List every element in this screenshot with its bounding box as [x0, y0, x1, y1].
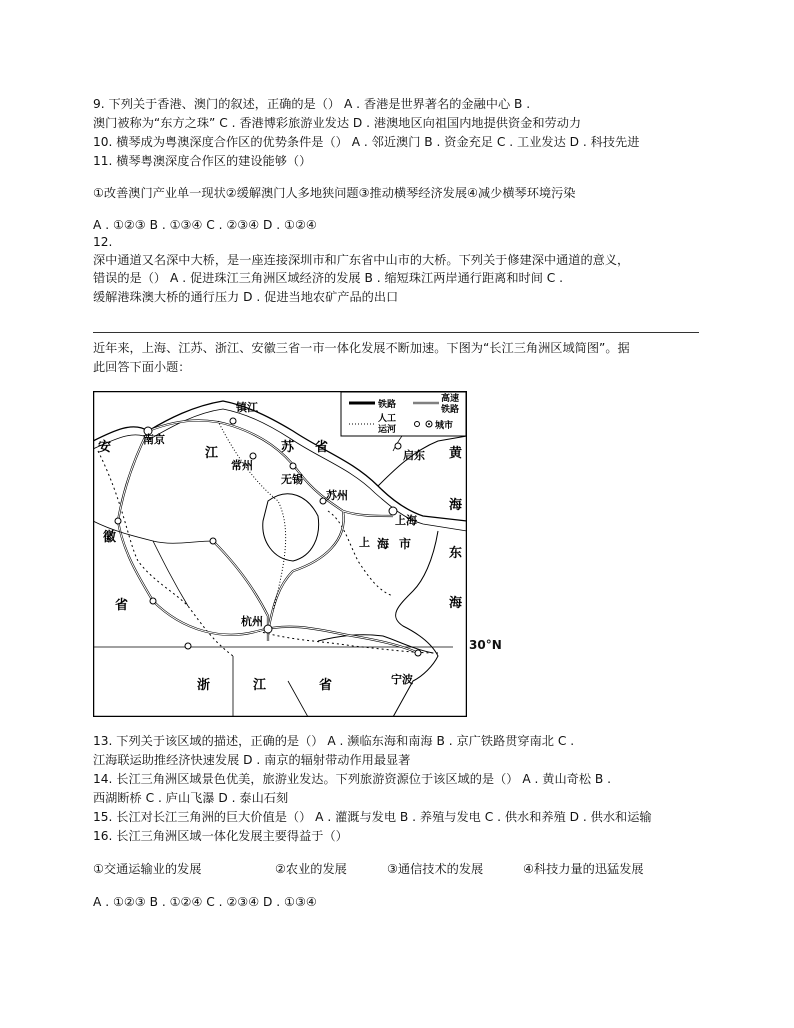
sea-dong: 东: [449, 546, 463, 561]
city-ningbo: 宁波: [391, 673, 413, 686]
q14-line-2: 西湖断桥 C . 庐山飞瀑 D . 泰山石刻: [93, 791, 289, 805]
legend-city: 城市: [435, 421, 454, 431]
latitude-label: 30°N: [469, 638, 502, 652]
city-suzhou: 苏州: [326, 489, 348, 502]
legend-highspeed-1: 高速: [441, 394, 460, 404]
q16-option-2: ②农业的发展: [275, 862, 347, 876]
q9-line-1: 9. 下列关于香港、澳门的叙述，正确的是（） A . 香港是世界著名的金融中心 B .: [93, 97, 531, 111]
intro-line-2: 此回答下面小题：: [93, 360, 191, 374]
q11-statements: ①改善澳门产业单一现状②缓解澳门人多地狭问题③推动横琴经济发展④减少横琴环境污染: [93, 186, 576, 200]
q12-line-2: 错误的是（） A . 促进珠江三角洲区域经济的发展 B . 缩短珠江两岸通行距离和时间 C .: [93, 271, 564, 285]
section-divider: [93, 332, 699, 333]
city-hangzhou: 杭州: [241, 615, 263, 628]
q16-option-1: ①交通运输业的发展: [93, 862, 202, 876]
q12-line-3: 缓解港珠澳大桥的通行压力 D . 促进当地农矿产品的出口: [93, 290, 399, 304]
province-sheng-anhui: 省: [115, 598, 129, 613]
q16-option-4: ④科技力量的迅猛发展: [523, 862, 644, 876]
province-jiang-zhe: 江: [253, 678, 267, 693]
city-qidong: 启东: [403, 449, 425, 462]
province-zhe: 浙: [197, 678, 211, 693]
q13-line-1: 13. 下列关于该区域的描述，正确的是（） A . 濒临东海和南海 B . 京广铁路贯穿南北 C .: [93, 734, 575, 748]
legend-canal-1: 人工: [378, 414, 397, 424]
map-legend: [341, 392, 466, 436]
shanghai-shang: 上: [359, 536, 370, 549]
q10-line-1: 10. 横琴成为粤澳深度合作区的优势条件是（） A . 邻近澳门 B . 资金充足 C . 工业发达 D . 科技先进: [93, 135, 640, 149]
province-su: 苏: [281, 440, 295, 455]
q16-answers: A . ①②③ B . ①②④ C . ②③④ D . ①③④: [93, 895, 317, 909]
q11-answers: A . ①②③ B . ①③④ C . ②③④ D . ①②④: [93, 218, 317, 232]
q15-line-1: 15. 长江对长江三角洲的巨大价值是（） A . 灌溉与发电 B . 养殖与发电 C . 供水和养殖 D . 供水和运输: [93, 810, 652, 824]
city-nanjing: 南京: [143, 433, 165, 446]
q12-number: 12.: [93, 235, 113, 249]
q12-line-1: 深中通道又名深中大桥，是一座连接深圳市和广东省中山市的大桥。下列关于修建深中通道的意义，: [93, 253, 630, 267]
legend-railway: 铁路: [378, 400, 397, 410]
city-wuxi: 无锡: [281, 473, 303, 486]
q16-line-1: 16. 长江三角洲区域一体化发展主要得益于（）: [93, 829, 348, 843]
city-changzhou: 常州: [231, 459, 253, 472]
q14-line-1: 14. 长江三角洲区域景色优美，旅游业发达。下列旅游资源位于该区域的是（） A . 黄山奇松 B .: [93, 772, 612, 786]
sea-hai-2: 海: [449, 596, 463, 611]
intro-line-1: 近年来，上海、江苏、浙江、安徽三省一市一体化发展不断加速。下图为“长江三角洲区域简图”。据: [93, 341, 630, 355]
sea-huang: 黄: [449, 446, 463, 461]
province-hui: 徽: [103, 530, 117, 545]
city-zhenjiang: 镇江: [236, 401, 258, 414]
city-shanghai: 上海: [395, 514, 417, 527]
shanghai-shi: 市: [399, 537, 412, 551]
province-sheng-jiangsu: 省: [315, 440, 329, 455]
province-an: 安: [98, 440, 112, 455]
legend-canal-2: 运河: [378, 425, 397, 435]
legend-highspeed-2: 铁路: [441, 405, 460, 415]
shanghai-hai: 海: [377, 537, 390, 551]
q9-line-2: 澳门被称为“东方之珠” C . 香港博彩旅游业发达 D . 港澳地区向祖国内地提供资金和劳动力: [93, 116, 582, 130]
sea-hai-1: 海: [449, 498, 463, 513]
province-jiang: 江: [205, 446, 219, 461]
q13-line-2: 江海联运助推经济快速发展 D . 南京的辐射带动作用最显著: [93, 753, 411, 767]
q11-line-1: 11. 横琴粤澳深度合作区的建设能够（）: [93, 154, 312, 168]
province-sheng-zhejiang: 省: [319, 678, 333, 693]
q16-option-3: ③通信技术的发展: [387, 862, 484, 876]
yangtze-delta-map: [93, 391, 467, 717]
